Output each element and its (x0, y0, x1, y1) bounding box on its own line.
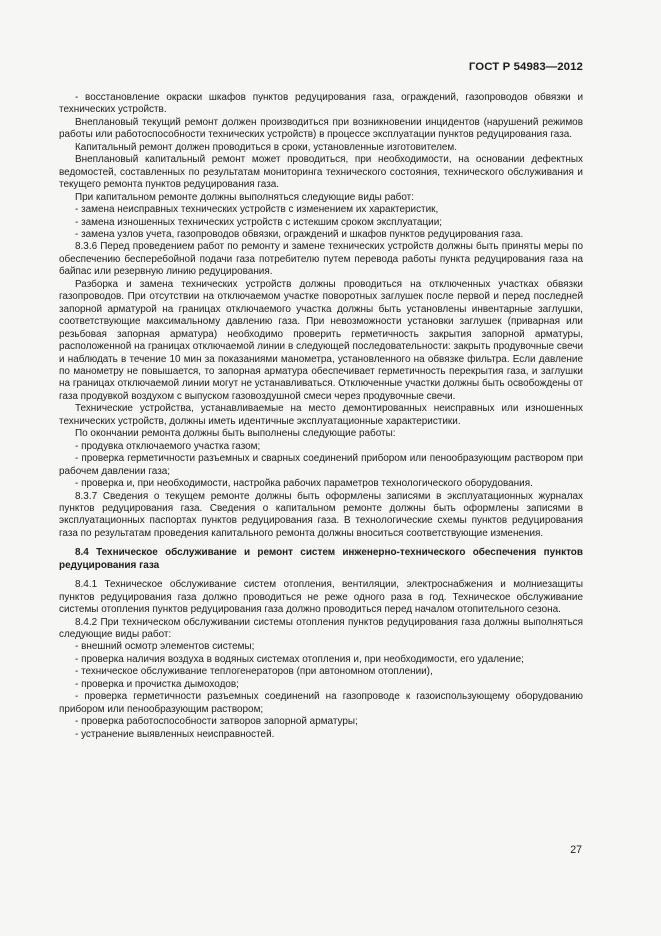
paragraph-replacement-devices: Технические устройства, устанавливаемые на место демонтированных неисправных или изношенных технических устройств, должны иметь идентичные эксплуатационные характеристики. (59, 403, 583, 427)
paragraph-unplanned-current-repair: Внеплановый текущий ремонт должен производиться при возникновении инцидентов (нарушений режимов работы или работоспособности технических устройств) в процессе эксплуатации пунктов редуцирования газа. (59, 116, 583, 141)
list-item: - проверка работоспособности затворов запорной арматуры; (75, 716, 358, 728)
paragraph-capital-repair-terms: Капитальный ремонт должен проводиться в сроки, установленные изготовителем. (75, 141, 458, 153)
paragraph-unplanned-capital-repair: Внеплановый капитальный ремонт может проводиться, при необходимости, на основании дефектных ведомостей, составленных по результатам мониторинга технического состояния, технического обслуживания и текущего ремонта пунктов редуцирования газа. (59, 154, 583, 191)
list-item: - техническое обслуживание теплогенераторов (при автономном отоплении), (75, 666, 433, 678)
list-item: - проверка герметичности разъемных и сварных соединений прибором или пенообразующим раствором при рабочем давлении газа; (59, 453, 583, 477)
list-item: - проверка герметичности разъемных соединений на газопроводе к газоиспользующему оборудованию прибором или пенообразующим раствором; (59, 691, 583, 715)
paragraph-disassembly: Разборка и замена технических устройств должны проводиться на отключенных участках обвязки газопроводов. При отсутствии на отключаемом участке поворотных заглушек после первой и перед последней запорной арматурой на границах отключаемого участка должны быть установлены инвентарные заглушки, соответствующие максимальному давлению газа. При невозможности установки заглушек (приварная или резьбовая запорная арматура) необходимо проверить герметичность закрытия запорной арматуры, расположенной на границах отключаемой линии в следующей последовательности: закрыть продувочные свечи и наблюдать в течение 10 мин за показаниями манометра, установленного на обвязке фильтра. Если давление по манометру не повышается, то запорная арматура обеспечивает герметичность перекрытия газа, и заглушки на границах отключаемой линии могут не устанавливаться. Отключенные участки должны быть освобождены от газа продувкой воздухом с выпуском газовоздушной смеси через продувочные свечи. (59, 278, 583, 402)
list-item: - замена изношенных технических устройств с истекшим сроком эксплуатации; (75, 216, 443, 228)
list-item: - проверка и прочистка дымоходов; (75, 678, 239, 690)
standard-designation: ГОСТ Р 54983—2012 (468, 61, 583, 73)
list-item: - замена неисправных технических устройств с изменением их характеристик, (75, 204, 439, 216)
clause-8-4-1: 8.4.1 Техническое обслуживание систем отопления, вентиляции, электроснабжения и молниезащиты пунктов редуцирования газа должно проводиться не реже одного раза в год. Техническое обслуживание системы отопления пунктов редуцирования газа должно проводиться перед началом отопительного сезона. (59, 579, 583, 616)
list-item: - внешний осмотр элементов системы; (75, 641, 255, 653)
page-number: 27 (570, 844, 582, 856)
list-item: - устранение выявленных неисправностей. (75, 728, 275, 740)
section-title-8-4: 8.4 Техническое обслуживание и ремонт систем инженерно-технического обеспечения пунктов редуцирования газа (59, 547, 583, 571)
document-body (59, 92, 583, 741)
clause-8-3-7: 8.3.7 Сведения о текущем ремонте должны быть оформлены записями в эксплуатационных журналах пунктов редуцирования газа. Сведения о капитальном ремонте должны быть оформлены записями в эксплуатационных паспортах пунктов редуцирования газа. В технологические схемы пунктов редуцирования газа по результатам проведения капитального ремонта должны вноситься соответствующие изменения. (59, 490, 583, 539)
clause-8-3-6: 8.3.6 Перед проведением работ по ремонту и замене технических устройств должны быть приняты меры по обеспечению бесперебойной подачи газа потребителю путем перевода работы пункта редуцирования газа на байпас или резервную линию редуцирования. (59, 241, 583, 278)
list-item: - проверка наличия воздуха в водяных системах отопления и, при необходимости, его удаление; (75, 653, 524, 665)
clause-8-4-2: 8.4.2 При техническом обслуживании системы отопления пунктов редуцирования газа должны выполняться следующие виды работ: (59, 616, 583, 641)
list-item: - продувка отключаемого участка газом; (75, 440, 261, 452)
paragraph-capital-repair-works: При капитальном ремонте должны выполняться следующие виды работ: (75, 191, 414, 203)
list-item: - проверка и, при необходимости, настройка рабочих параметров технологического оборудования. (75, 478, 533, 490)
list-item: - замена узлов учета, газопроводов обвязки, ограждений и шкафов пунктов редуцирования газа. (75, 228, 524, 240)
paragraph-after-repair-works: По окончании ремонта должны быть выполнены следующие работы: (75, 428, 396, 440)
paragraph-repair-painting: - восстановление окраски шкафов пунктов редуцирования газа, ограждений, газопроводов обвязки и технических устройств. (59, 92, 583, 116)
